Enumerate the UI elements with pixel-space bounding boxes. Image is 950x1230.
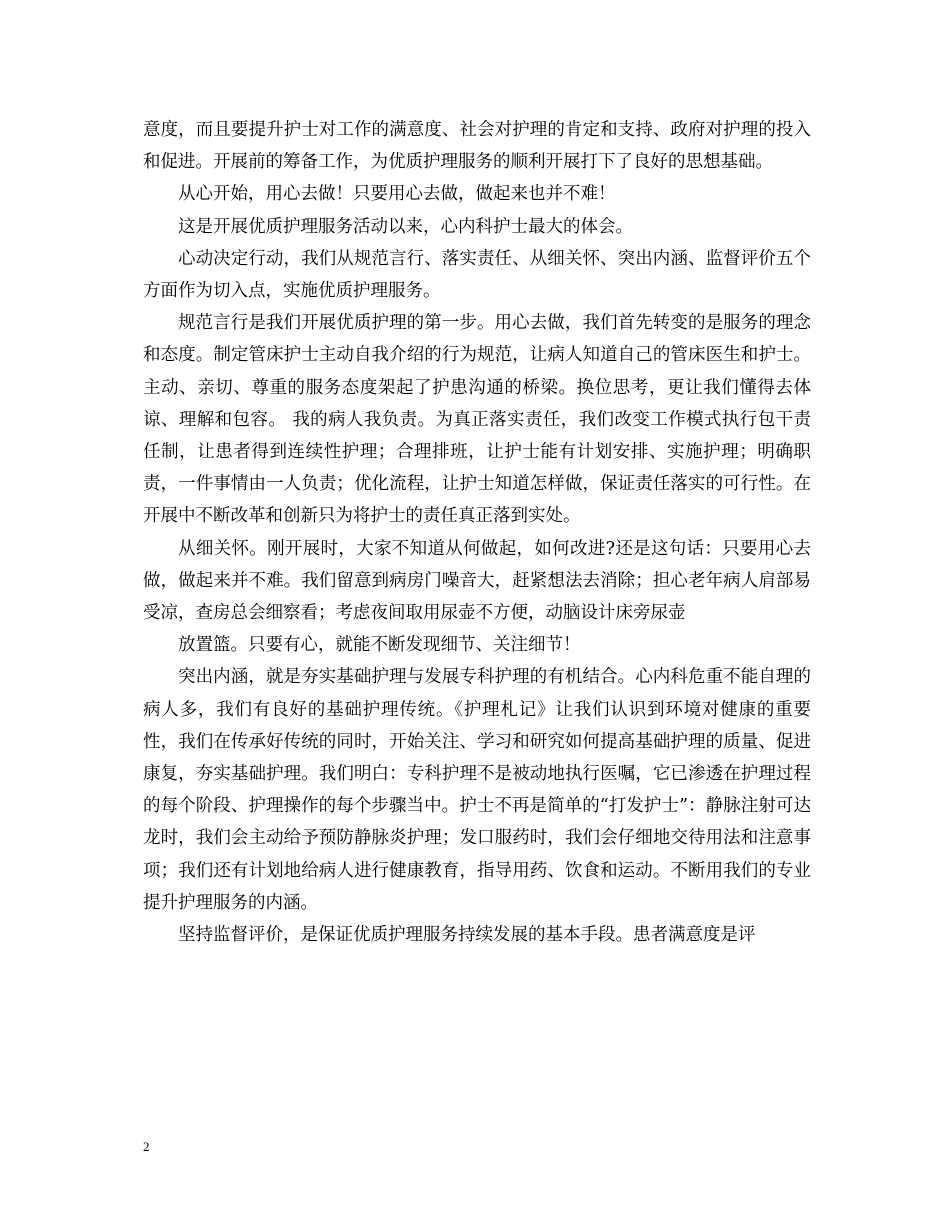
paragraph: 坚持监督评价，是保证优质护理服务持续发展的基本手段。患者满意度是评: [178, 925, 756, 946]
document-body: [143, 114, 811, 951]
paragraph-continued: 意度，而且要提升护士对工作的满意度、社会对护理的肯定和支持、政府对护理的投入和促进。开展前的筹备工作，为优质护理服务的顺利开展打下了良好的思想基础。: [143, 120, 811, 173]
page-number: 2: [143, 1139, 150, 1154]
paragraph: 从心开始，用心去做！只要用心去做，做起来也并不难！: [178, 184, 616, 205]
paragraph: 这是开展优质护理服务活动以来，心内科护士最大的体会。: [178, 216, 633, 237]
paragraph: 心动决定行动，我们从规范言行、落实责任、从细关怀、突出内涵、监督评价五个方面作为切入点，实施优质护理服务。: [143, 248, 811, 302]
paragraph: 从细关怀。刚开展时，大家不知道从何做起，如何改进?还是这句话：只要用心去做，做起来并不难。我们留意到病房门噪音大，赶紧想法去消除；担心老年病人肩部易受凉，查房总会细察看；考虑夜间取用尿壶不方便，动脑设计床旁尿壶: [143, 538, 811, 624]
paragraph: 放置篮。只要有心，就能不断发现细节、关注细节！: [178, 635, 581, 656]
paragraph: 规范言行是我们开展优质护理的第一步。用心去做，我们首先转变的是服务的理念和态度。制定管床护士主动自我介绍的行为规范，让病人知道自己的管床医生和护士。主动、亲切、尊重的服务态度架起了护患沟通的桥梁。换位思考，更让我们懂得去体谅、理解和包容。 我的病人我负责。为真正落实责任，我们改变工作模式执行包干责任制，让患者得到连续性护理；合理排班，让护士能有计划安排、实施护理；明确职责，一件事情由一人负责；优化流程，让护士知道怎样做，保证责任落实的可行性。在开展中不断改革和创新只为将护士的责任真正落到实处。: [143, 313, 811, 527]
paragraph: 突出内涵，就是夯实基础护理与发展专科护理的有机结合。心内科危重不能自理的病人多，我们有良好的基础护理传统。《护理札记》让我们认识到环境对健康的重要性，我们在传承好传统的同时，开始关注、学习和研究如何提高基础护理的质量、促进康复，夯实基础护理。我们明白：专科护理不是被动地执行医嘱，它已渗透在护理过程的每个阶段、护理操作的每个步骤当中。护士不再是简单的“打发护士”：静脉注射可达龙时，我们会主动给予预防静脉炎护理；发口服药时，我们会仔细地交待用法和注意事项；我们还有计划地给病人进行健康教育，指导用药、饮食和运动。不断用我们的专业提升护理服务的内涵。: [143, 667, 811, 913]
